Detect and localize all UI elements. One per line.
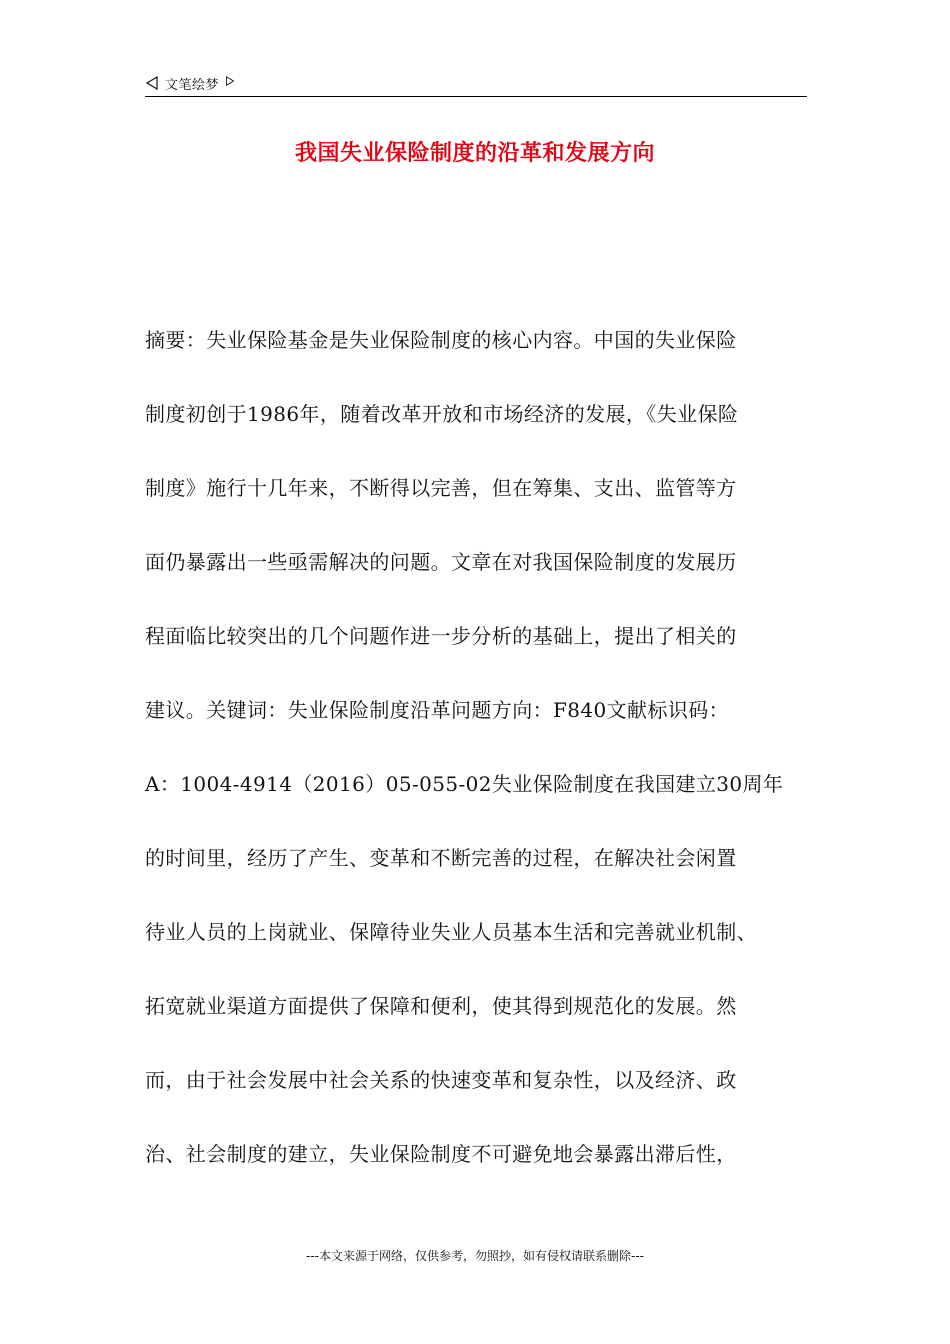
document-body — [145, 320, 825, 1208]
document-title: 我国失业保险制度的沿革和发展方向 — [294, 140, 655, 166]
footer-notice: ---本文来源于网络，仅供参考，勿照抄，如有侵权请联系删除--- — [306, 1249, 644, 1263]
body-line: 而，由于社会发展中社会关系的快速变革和复杂性，以及经济、政 — [145, 1068, 737, 1092]
header-brand-group — [145, 74, 235, 92]
triangle-left-icon — [145, 76, 159, 90]
page-header — [145, 74, 807, 97]
triangle-right-icon — [225, 76, 235, 86]
body-line: 制度初创于1986年，随着改革开放和市场经济的发展，《失业保险 — [145, 402, 739, 426]
header-brand: 文笔绘梦 — [165, 77, 220, 93]
body-line: 程面临比较突出的几个问题作进一步分析的基础上，提出了相关的 — [145, 624, 737, 648]
body-line: 建议。关键词：失业保险制度沿革问题方向：F840文献标识码： — [145, 698, 730, 722]
body-line: A：1004-4914（2016）05-055-02失业保险制度在我国建立30周年 — [145, 772, 784, 796]
body-line: 的时间里，经历了产生、变革和不断完善的过程，在解决社会闲置 — [145, 846, 737, 870]
body-line: 面仍暴露出一些亟需解决的问题。文章在对我国保险制度的发展历 — [145, 550, 737, 574]
body-line: 拓宽就业渠道方面提供了保障和便利，使其得到规范化的发展。然 — [145, 994, 737, 1018]
body-line: 治、社会制度的建立，失业保险制度不可避免地会暴露出滞后性， — [145, 1142, 737, 1166]
body-line: 待业人员的上岗就业、保障待业失业人员基本生活和完善就业机制、 — [145, 920, 757, 944]
body-line: 摘要：失业保险基金是失业保险制度的核心内容。中国的失业保险 — [145, 328, 737, 352]
body-line: 制度》施行十几年来，不断得以完善，但在筹集、支出、监管等方 — [145, 476, 737, 500]
